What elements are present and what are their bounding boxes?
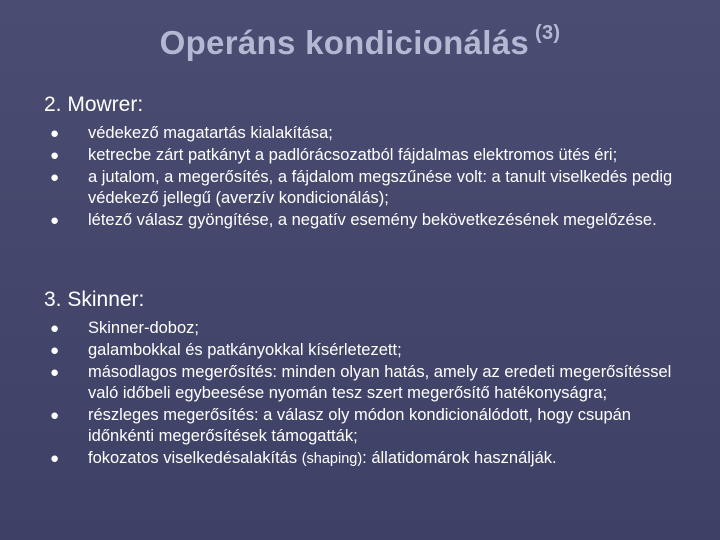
bullet-icon: ● — [50, 212, 60, 229]
list-item-text: másodlagos megerősítés: minden olyan hatás, amely az eredeti megerősítéssel való időbeli egybeesése nyomán tesz szert megerősítő hatékonyságra; — [88, 363, 672, 402]
list-item-text: a jutalom, a megerősítés, a fájdalom megszűnése volt: a tanult viselkedés pedig védekező jellegű (averzív kondicionálás); — [88, 168, 673, 207]
list-item-text: ketrecbe zárt patkányt a padlórácsozatból fájdalmas elektromos ütés éri; — [88, 146, 618, 164]
bullet-icon: ● — [50, 407, 60, 424]
bullet-icon: ● — [50, 169, 60, 186]
bullet-icon: ● — [50, 320, 60, 337]
list-item-text: részleges megerősítés: a válasz oly módon kondicionálódott, hogy csupán időnkénti megerősítések támogatták; — [88, 406, 631, 445]
bullet-icon: ● — [50, 125, 60, 142]
list-item — [48, 123, 688, 144]
section-heading-skinner: 3. Skinner: — [44, 288, 145, 311]
shaping-term: (shaping) — [301, 451, 363, 467]
bullet-icon: ● — [50, 364, 60, 381]
skinner-list — [48, 318, 688, 470]
list-item-text: létező válasz gyöngítése, a negatív esemény bekövetkezésének megelőzése. — [88, 211, 657, 229]
list-item — [48, 318, 688, 339]
page-title — [0, 22, 720, 62]
mowrer-list — [48, 123, 688, 231]
bullet-icon: ● — [50, 450, 60, 467]
list-item-text: Skinner-doboz; — [88, 319, 199, 337]
list-item — [48, 167, 688, 209]
list-item — [48, 448, 688, 470]
list-item — [48, 340, 688, 361]
list-item — [48, 210, 688, 231]
bullet-icon: ● — [50, 342, 60, 359]
shaping-text-after: : állatidomárok használják. — [362, 449, 557, 467]
list-item-text: galambokkal és patkányokkal kísérletezett; — [88, 341, 402, 359]
list-item-text — [88, 448, 688, 470]
list-item — [48, 362, 688, 404]
list-item — [48, 145, 688, 166]
title-text: Operáns kondicionálás — [159, 24, 530, 61]
title-superscript: (3) — [535, 22, 561, 44]
list-item — [48, 405, 688, 447]
shaping-text-before: fokozatos viselkedésalakítás — [88, 449, 302, 467]
section-heading-mowrer: 2. Mowrer: — [44, 93, 144, 116]
bullet-icon: ● — [50, 147, 60, 164]
list-item-text: védekező magatartás kialakítása; — [88, 124, 333, 142]
